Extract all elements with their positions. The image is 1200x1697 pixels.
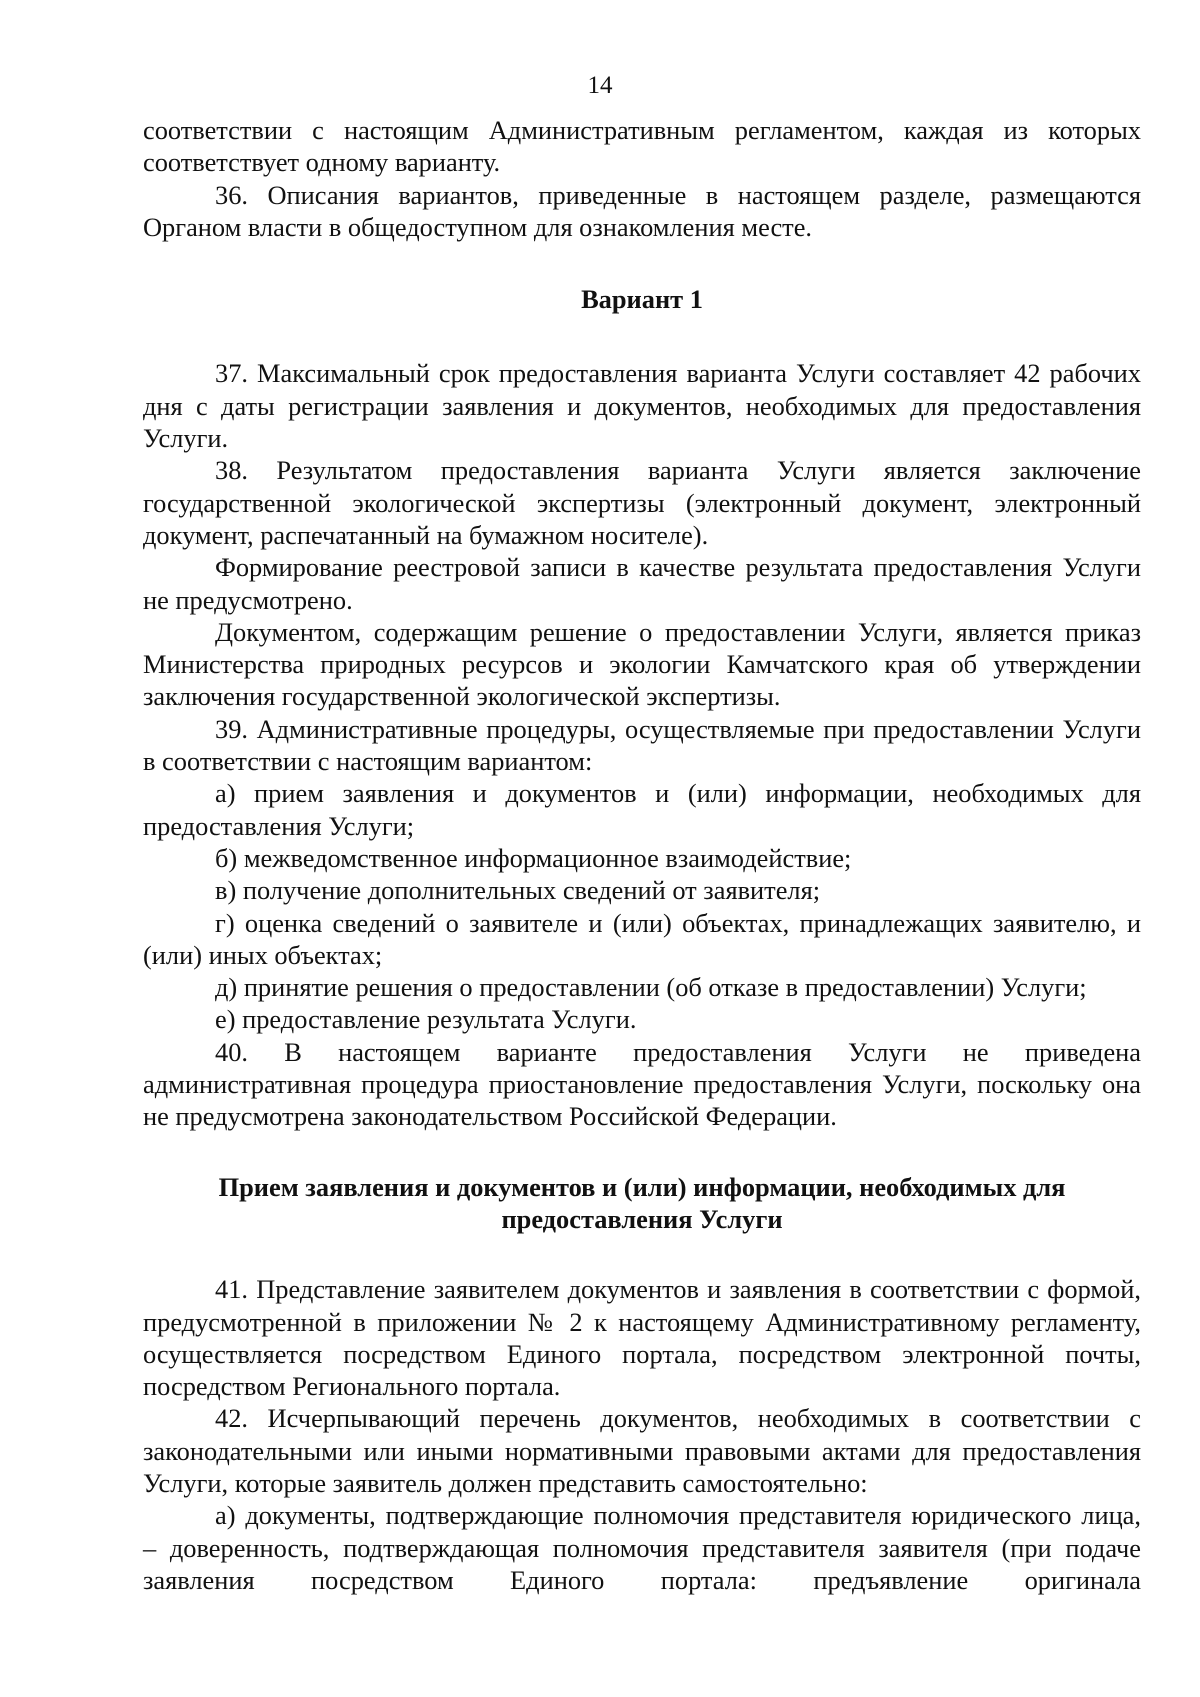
document-body [143, 114, 1141, 1596]
section-heading-reception: Прием заявления и документов и (или) информации, необходимых для предоставления Услуги [218, 1171, 1066, 1234]
list-item-a-documents: а) документы, подтверждающие полномочия представителя юридического лица, – доверенность, подтверждающая полномочия представителя заявителя (при подаче заявления посредством Единого портала: предъявление оригинала [143, 1500, 1141, 1595]
list-item-d: д) принятие решения о предоставлении (об отказе в предоставлении) Услуги; [215, 972, 1087, 1003]
list-item-v: в) получение дополнительных сведений от заявителя; [215, 875, 821, 906]
paragraph-registry-record: Формирование реестровой записи в качестве результата предоставления Услуги не предусмотрено. [143, 552, 1141, 615]
paragraph-42: 42. Исчерпывающий перечень документов, необходимых в соответствии с законодательными или иными нормативными правовыми актами для предоставления Услуги, которые заявитель должен представить самостоятельно: [143, 1403, 1141, 1498]
list-item-a: а) прием заявления и документов и (или) информации, необходимых для предоставления Услуги; [143, 778, 1141, 841]
list-item-e: е) предоставление результата Услуги. [215, 1004, 637, 1035]
paragraph-37: 37. Максимальный срок предоставления варианта Услуги составляет 42 рабочих дня с даты регистрации заявления и документов, необходимых для предоставления Услуги. [143, 358, 1141, 454]
paragraph-41: 41. Представление заявителем документов и заявления в соответствии с формой, предусмотренной в приложении № 2 к настоящему Административному регламенту, осуществляется посредством Единого портала, посредством электронной почты, посредством Регионального портала. [143, 1274, 1141, 1402]
list-item-g: г) оценка сведений о заявителе и (или) объектах, принадлежащих заявителю, и (или) иных объектах; [143, 907, 1141, 970]
paragraph-continuation: соответствии с настоящим Административным регламентом, каждая из которых соответствует одному варианту. [143, 115, 1141, 178]
paragraph-40: 40. В настоящем варианте предоставления Услуги не приведена административная процедура приостановление предоставления Услуги, поскольку она не предусмотрена законодательством Российской Федерации. [143, 1036, 1141, 1132]
list-item-b: б) межведомственное информационное взаимодействие; [215, 842, 852, 873]
paragraph-36: 36. Описания вариантов, приведенные в настоящем разделе, размещаются Органом власти в общедоступном для ознакомления месте. [143, 179, 1141, 242]
paragraph-39: 39. Административные процедуры, осуществляемые при предоставлении Услуги в соответствии с настоящим вариантом: [143, 713, 1141, 777]
page-number: 14 [587, 72, 613, 99]
section-heading-variant-1: Вариант 1 [581, 284, 703, 315]
paragraph-decision-document: Документом, содержащим решение о предоставлении Услуги, является приказ Министерства природных ресурсов и экологии Камчатского края об утверждении заключения государственной экологической экспертизы. [143, 616, 1141, 712]
paragraph-38: 38. Результатом предоставления варианта Услуги является заключение государственной экологической экспертизы (электронный документ, электронный документ, распечатанный на бумажном носителе). [143, 455, 1141, 550]
